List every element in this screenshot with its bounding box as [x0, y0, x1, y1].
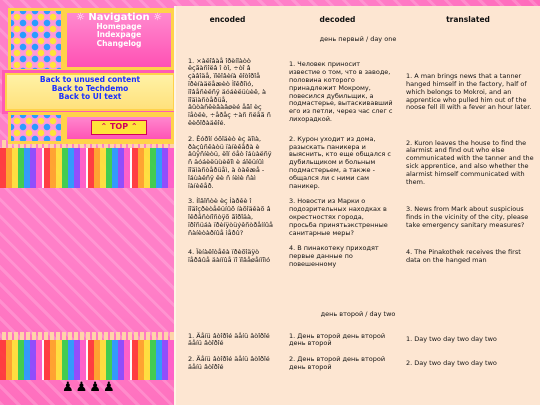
table-row — [176, 54, 540, 132]
translation-table — [176, 6, 540, 376]
spacer-row — [176, 273, 540, 305]
translated-cell: 1. A man brings news that a tanner hanged himself in the factory, half of which belongs to Mokroi, and an apprentice who pulled him out of the noose fell ill with a fever an hour later. — [406, 72, 532, 112]
homepage-link[interactable]: Homepage — [96, 21, 142, 31]
table-row — [176, 241, 540, 272]
back-to-ui-text-link[interactable]: Back to UI text — [58, 92, 122, 102]
translated-cell: 2. Day two day two day two — [406, 359, 497, 367]
arrow-up-icon: ⌃ — [100, 122, 108, 131]
sun-icon: ☼ — [75, 12, 85, 23]
decoded-cell: 2. День второй день второй день второй — [289, 355, 386, 371]
navigation-box — [62, 8, 176, 72]
navigation-title: ☼ Navigation ☼ — [75, 12, 163, 23]
sun-icon: ☼ — [153, 12, 163, 23]
column-header-translated: translated — [446, 15, 490, 24]
back-links-box — [2, 70, 178, 114]
encoded-cell: 3. Íîâîñòè èç Ìàðêè î ïîäîçðèòåëüíûõ íàõîäêàõ â îêðåñòíîñòÿõ ãîðîäà, ïðîñüáà ïðèíÿòüýêñòðåííûå ñàíèòàðíûå ìåðû? — [188, 197, 274, 237]
column-header-decoded: decoded — [319, 15, 356, 24]
day-label: день первый / day one — [319, 34, 397, 43]
day-label: день второй / day two — [320, 309, 396, 318]
indexpage-link[interactable]: Indexpage — [96, 30, 142, 40]
translated-cell: 2. Kuron leaves the house to find the alarmist and find out who else communicated with the tanner and the sick apprentice, and also whether the alarmist himself communicated with them. — [406, 138, 534, 186]
top-ornament — [8, 112, 64, 144]
pencil-decoration — [0, 148, 178, 188]
encoded-cell: 1. ×àëîâàå îðèíîàòò ëçãàñîëâ î òî, ÷òî â çàâîäå, ïîëîâèíà êîòîðîå ïðèíàäëåæèò Ìîêðîìó, ïîâåñèëñÿ äóáèëüùèê, à ïîäìàñòåðüå, âûòàñêèâàâøèé åãî èç ïåòëè, ÷åðåç ÷àñ ñëåã ñ ëèõîðàäêîé. — [188, 56, 271, 127]
encoded-cell: 2. Êóðîí óõîäèò èç äîìà, ðàçûñêàòü ïàíèêåðà è âûÿñíèòü, ëîí óåò îáùàëñÿ ñ äóáèëüùèêîì è áîëüíûì ïîäìàñòåðüåì, à òàêæå - îáùàëñÿ ëè ñ íèìè ñàì ïàíèêåð. — [188, 134, 272, 190]
pencil-decoration — [0, 340, 178, 380]
day-label-row — [176, 30, 540, 54]
doll-decoration — [62, 380, 117, 395]
changelog-link[interactable]: Changelog — [96, 38, 142, 48]
back-to-techdemo-link[interactable]: Back to Techdemo — [51, 83, 129, 93]
day-label-row — [176, 305, 540, 329]
translated-cell: 3. News from Mark about suspicious finds in the vicinity of the city, please take emergency sanitary measures? — [406, 205, 529, 229]
top-button[interactable]: ⌃ TOP ⌃ — [91, 120, 146, 135]
table-row — [176, 132, 540, 195]
encoded-cell: 2. Äåíü âòîðîé äåíü âòîðîé äåíü âòîðîé — [188, 355, 270, 371]
table-row — [176, 194, 540, 241]
content-panel — [176, 6, 540, 405]
decoded-cell: 2. Курон уходит из дома, разыскать паникера и выяснить, кто еще общался с дубильщиком и больным подмастерьем, а также - общался ли с ними сам паникер. — [289, 134, 391, 190]
back-to-unused-content-link[interactable]: Back to unused content — [39, 75, 141, 84]
decoded-cell: 4. В пинакотеку приходят первые данные по повешенному — [289, 244, 379, 268]
encoded-cell: 4. Ïèíàêîòåêà ïðèõîäÿò ïåðâûå äàííûå ïî ïîâåøåííîìó — [188, 248, 271, 265]
encoded-cell: 1. Äåíü âòîðîé äåíü âòîðîé äåíü âòîðîé — [188, 331, 270, 348]
table-row — [176, 352, 540, 376]
table-header-row — [176, 6, 540, 30]
translated-cell: 4. The Pinakothek receives the first data on the hanged man — [406, 248, 521, 265]
top-box — [62, 112, 176, 144]
decoded-cell: 3. Новости из Марки о подозрительных находках в окрестностях города, просьба принятьэкстренные санитарные меры? — [289, 197, 388, 237]
decoded-cell: 1. День второй день второй день второй — [289, 331, 386, 348]
column-header-encoded: encoded — [209, 15, 246, 24]
translated-cell: 1. Day two day two day two — [406, 335, 497, 344]
decoded-cell: 1. Человек приносит известие о том, что в заводе, половина которого принадлежит Мокрому, повесился дубильщик, а подмастерье, вытаскивавший его из петли, через час слег с лихорадкой. — [289, 60, 393, 124]
doll-icon: ♟♟♟♟ — [62, 380, 117, 395]
table-row — [176, 329, 540, 353]
nav-ornament — [8, 8, 64, 72]
arrow-up-icon: ⌃ — [130, 122, 138, 131]
